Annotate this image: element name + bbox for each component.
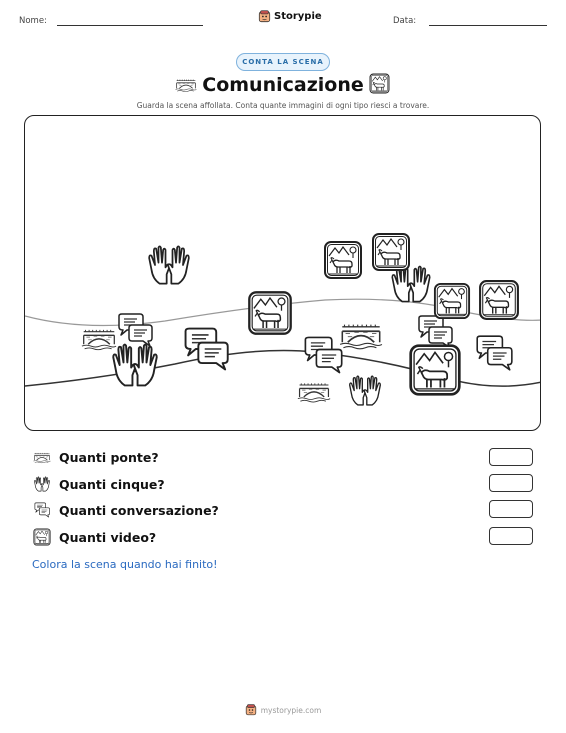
speech-bubbles-icon xyxy=(186,329,228,370)
question-bridge xyxy=(33,447,159,467)
answer-box-hands[interactable] xyxy=(489,474,533,492)
hands-icon xyxy=(113,345,156,386)
question-text: Quanti conversazione? xyxy=(59,502,219,518)
answer-box-bridge[interactable] xyxy=(489,448,533,466)
hands-icon xyxy=(392,266,429,301)
question-hands xyxy=(33,474,165,494)
question-text: Quanti ponte? xyxy=(59,449,159,465)
goat-picture-icon xyxy=(249,292,290,333)
bridge-icon xyxy=(298,383,330,402)
coloring-note: Colora la scena quando hai finito! xyxy=(32,558,218,571)
activity-badge: CONTA LA SCENA xyxy=(236,53,330,71)
goat-picture-icon xyxy=(435,284,469,318)
footer xyxy=(0,704,566,716)
bridge-icon xyxy=(33,448,51,466)
bridge-icon xyxy=(340,325,382,349)
date-label: Data: xyxy=(393,16,417,26)
instructions: Guarda la scena affollata. Conta quante immagini di ogni tipo riesci a trovare. xyxy=(136,101,430,110)
goat-picture-icon xyxy=(373,234,409,270)
speech-bubbles-icon xyxy=(477,336,512,370)
question-text: Quanti video? xyxy=(59,529,157,545)
brand-name: Storypie xyxy=(274,11,322,22)
goat-picture-icon xyxy=(369,73,390,94)
hands-icon xyxy=(350,376,381,405)
question-text: Quanti cinque? xyxy=(59,476,165,492)
speech-bubbles-icon xyxy=(119,314,152,346)
hands-icon xyxy=(149,246,189,283)
storypie-logo-icon xyxy=(245,704,257,716)
bridge-icon xyxy=(82,330,116,350)
answer-box-speech[interactable] xyxy=(489,500,533,518)
brand-logo xyxy=(258,10,322,23)
goat-picture-icon xyxy=(33,528,51,546)
goat-picture-icon xyxy=(411,346,460,395)
page-title: Comunicazione xyxy=(202,74,364,96)
name-label: Nome: xyxy=(19,16,47,26)
scene-drawing xyxy=(25,116,541,431)
question-video xyxy=(33,527,156,547)
storypie-logo-icon xyxy=(258,10,271,23)
hands-icon xyxy=(33,475,51,493)
footer-url: mystorypie.com xyxy=(260,705,322,715)
name-field[interactable] xyxy=(57,25,203,26)
crowded-scene[interactable] xyxy=(24,115,541,431)
goat-picture-icon xyxy=(480,281,518,319)
speech-bubbles-icon xyxy=(305,337,341,372)
speech-bubbles-icon xyxy=(419,316,452,348)
speech-bubbles-icon xyxy=(33,501,51,519)
goat-picture-icon xyxy=(325,242,361,278)
date-field[interactable] xyxy=(429,25,547,26)
question-speech xyxy=(33,500,219,520)
answer-box-video[interactable] xyxy=(489,527,533,545)
